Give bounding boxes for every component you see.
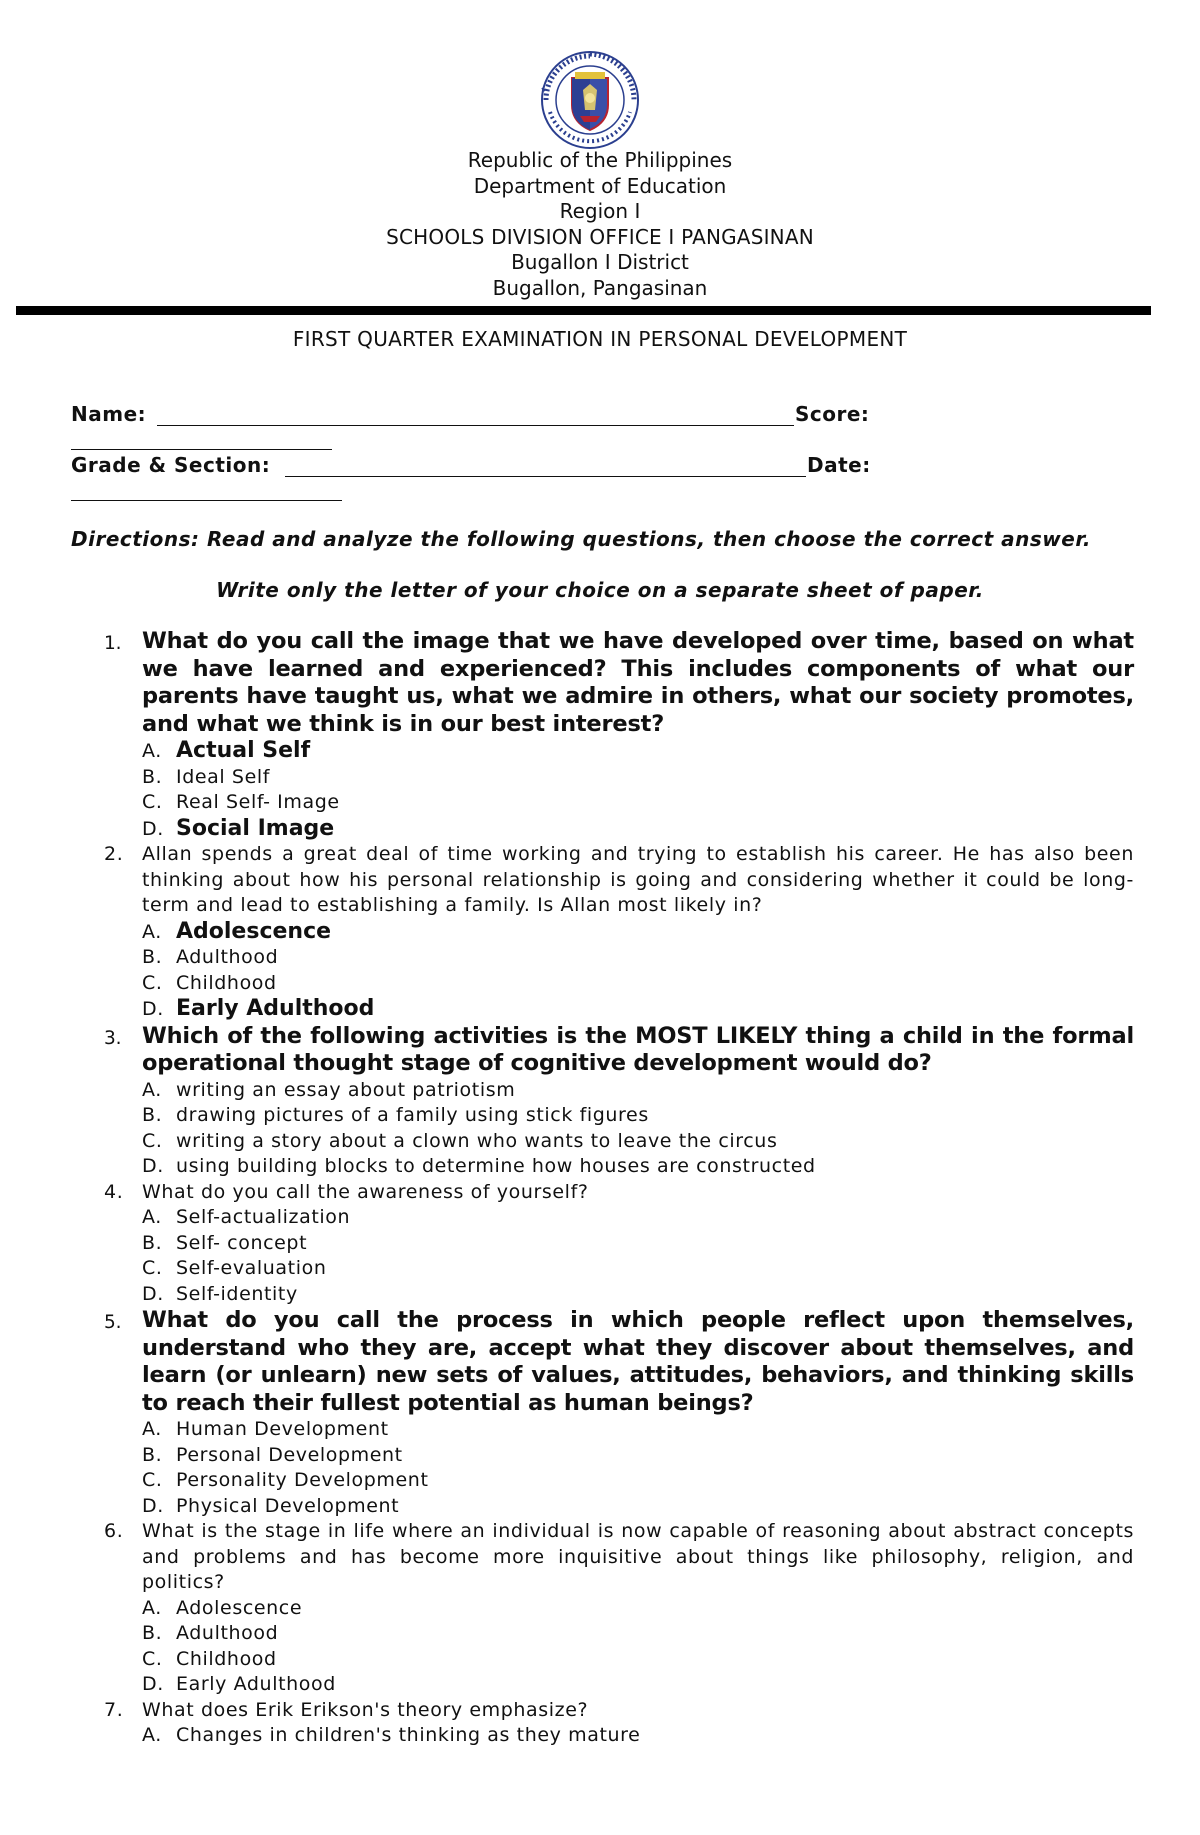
option-letter: C. [142,1257,163,1279]
name-label: Name: [71,402,147,426]
question-6-options [0,1596,1200,1698]
option-text: Early Adulthood [176,996,375,1021]
option-item [142,1672,1200,1698]
option-item [142,1205,1200,1231]
option-text: Self- concept [176,1231,308,1254]
option-text: Physical Development [176,1494,400,1517]
option-text: Early Adulthood [176,1673,336,1695]
question-number: 5. [104,1312,122,1333]
exam-title: FIRST QUARTER EXAMINATION IN PERSONAL DEVELOPMENT [292,327,908,351]
deped-seal-logo [540,50,640,150]
option-letter: D. [142,1673,164,1695]
question-text: What do you call the image that we have developed over time, based on what we have learned and experienced? This includes components of what our parents have taught us, what we admire in others, what our society promotes, and what we think is in our best interest? [142,628,1134,737]
option-letter: B. [142,1443,163,1466]
header-region: Region I [559,199,641,223]
option-item [142,1647,1200,1673]
option-text: Personal Development [176,1443,403,1466]
question-5 [0,1307,1200,1417]
option-text: Adolescence [176,918,332,944]
option-text: Personality Development [176,1469,429,1491]
question-3 [0,1023,1200,1078]
directions-instruction: Write only the letter of your choice on a separate sheet of paper. [216,578,984,602]
option-letter: D. [142,1494,164,1517]
option-text: Human Development [176,1418,389,1440]
score-label: Score: [795,402,870,426]
option-text: Adolescence [176,1596,303,1619]
option-text: writing an essay about patriotism [176,1078,516,1101]
option-letter: A. [142,740,162,762]
option-text: Adulthood [176,946,279,968]
header-division: SCHOOLS DIVISION OFFICE I PANGASINAN [386,224,814,249]
question-2 [0,842,1200,919]
question-4 [0,1180,1200,1206]
option-item [142,996,1200,1023]
option-text: Adulthood [176,1622,279,1644]
question-text: What do you call the awareness of yourself? [142,1180,589,1203]
option-item [142,790,1200,816]
option-letter: C. [142,971,163,994]
option-letter: D. [142,1282,164,1305]
option-letter: C. [142,1469,163,1491]
question-2-options [0,919,1200,1023]
option-letter: B. [142,1104,163,1126]
question-text: Allan spends a great deal of time working and trying to establish his career. He has also been thinking about how his personal relationship is going and considering whether it could be long-term and lead to establishing a family. Is Allan most likely in? [142,843,1134,916]
score-field[interactable] [71,449,332,450]
option-letter: C. [142,1129,163,1152]
question-7-options [0,1723,1200,1749]
question-text: What does Erik Erikson's theory emphasize? [142,1698,589,1721]
option-letter: A. [142,1418,162,1440]
option-item [142,1596,1200,1622]
option-item [142,971,1200,997]
option-item [142,738,1200,765]
date-field[interactable] [71,500,342,501]
option-text: using building blocks to determine how houses are constructed [176,1155,816,1177]
question-text: What is the stage in life where an individual is now capable of reasoning about abstract concepts and problems and has become more inquisitive about things like philosophy, religion, and politics? [142,1520,1134,1593]
option-text: Self-actualization [176,1206,351,1228]
option-letter: B. [142,1231,163,1254]
option-item [142,919,1200,946]
option-letter: C. [142,1647,163,1670]
header-republic: Republic of the Philippines [467,148,733,172]
question-list [0,628,1200,1749]
header-department: Department of Education [473,173,727,198]
question-number: 3. [104,1027,122,1049]
option-item [142,1103,1200,1129]
question-number: 7. [104,1698,124,1721]
option-text: Childhood [176,971,277,994]
date-label: Date: [807,453,871,477]
option-letter: C. [142,791,163,813]
question-1-options [0,738,1200,842]
question-number: 2. [104,843,124,865]
option-text: Actual Self [176,738,311,763]
grade-section-label: Grade & Section: [71,453,271,477]
option-text: Real Self- Image [176,791,340,813]
grade-section-field[interactable] [285,476,806,477]
school-header [0,148,1200,301]
option-text: writing a story about a clown who wants to leave the circus [176,1129,778,1152]
option-letter: D. [142,998,164,1020]
option-text: Changes in children's thinking as they mature [176,1724,641,1746]
question-6 [0,1519,1200,1596]
option-text: Self-evaluation [176,1257,327,1279]
option-item [142,1129,1200,1155]
option-letter: A. [142,1596,162,1619]
option-item [142,1078,1200,1104]
option-text: Childhood [176,1647,277,1670]
option-item [142,1468,1200,1494]
question-text: Which of the following activities is the MOST LIKELY thing a child in the formal operational thought stage of cognitive development would do? [142,1022,1134,1076]
option-item [142,1723,1200,1749]
question-number: 6. [104,1520,124,1542]
option-letter: A. [142,1206,162,1228]
option-item [142,945,1200,971]
header-divider [16,306,1151,315]
option-item [142,1443,1200,1469]
option-text: Ideal Self [176,765,271,788]
option-item [142,1282,1200,1308]
directions-text: Directions: Read and analyze the following questions, then choose the correct answer. [71,527,1091,551]
option-item [142,1256,1200,1282]
question-number: 4. [104,1180,124,1203]
option-text: Self-identity [176,1282,298,1305]
question-1 [0,628,1200,738]
option-letter: A. [142,1724,162,1746]
question-5-options [0,1417,1200,1519]
option-item [142,765,1200,791]
option-letter: D. [142,817,164,840]
option-letter: A. [142,1078,162,1101]
question-text: What do you call the process in which people reflect upon themselves, understand who they are, accept what they discover about themselves, and learn (or unlearn) new sets of values, attitudes, behaviors, and thinking skills to reach their fullest potential as human beings? [142,1307,1134,1416]
name-field[interactable] [157,425,794,426]
option-item [142,1494,1200,1520]
option-letter: D. [142,1155,164,1177]
question-number: 1. [104,633,122,654]
option-item [142,1154,1200,1180]
option-letter: B. [142,765,163,788]
option-letter: B. [142,1622,163,1644]
option-text: drawing pictures of a family using stick figures [176,1104,649,1126]
option-letter: B. [142,946,163,968]
question-4-options [0,1205,1200,1307]
option-letter: A. [142,920,162,943]
option-item [142,1231,1200,1257]
option-item [142,1417,1200,1443]
question-3-options [0,1078,1200,1180]
option-text: Social Image [176,815,335,841]
header-location: Bugallon, Pangasinan [492,275,708,300]
question-7 [0,1698,1200,1724]
header-district: Bugallon I District [511,250,689,274]
option-item [142,1621,1200,1647]
option-item [142,816,1200,843]
